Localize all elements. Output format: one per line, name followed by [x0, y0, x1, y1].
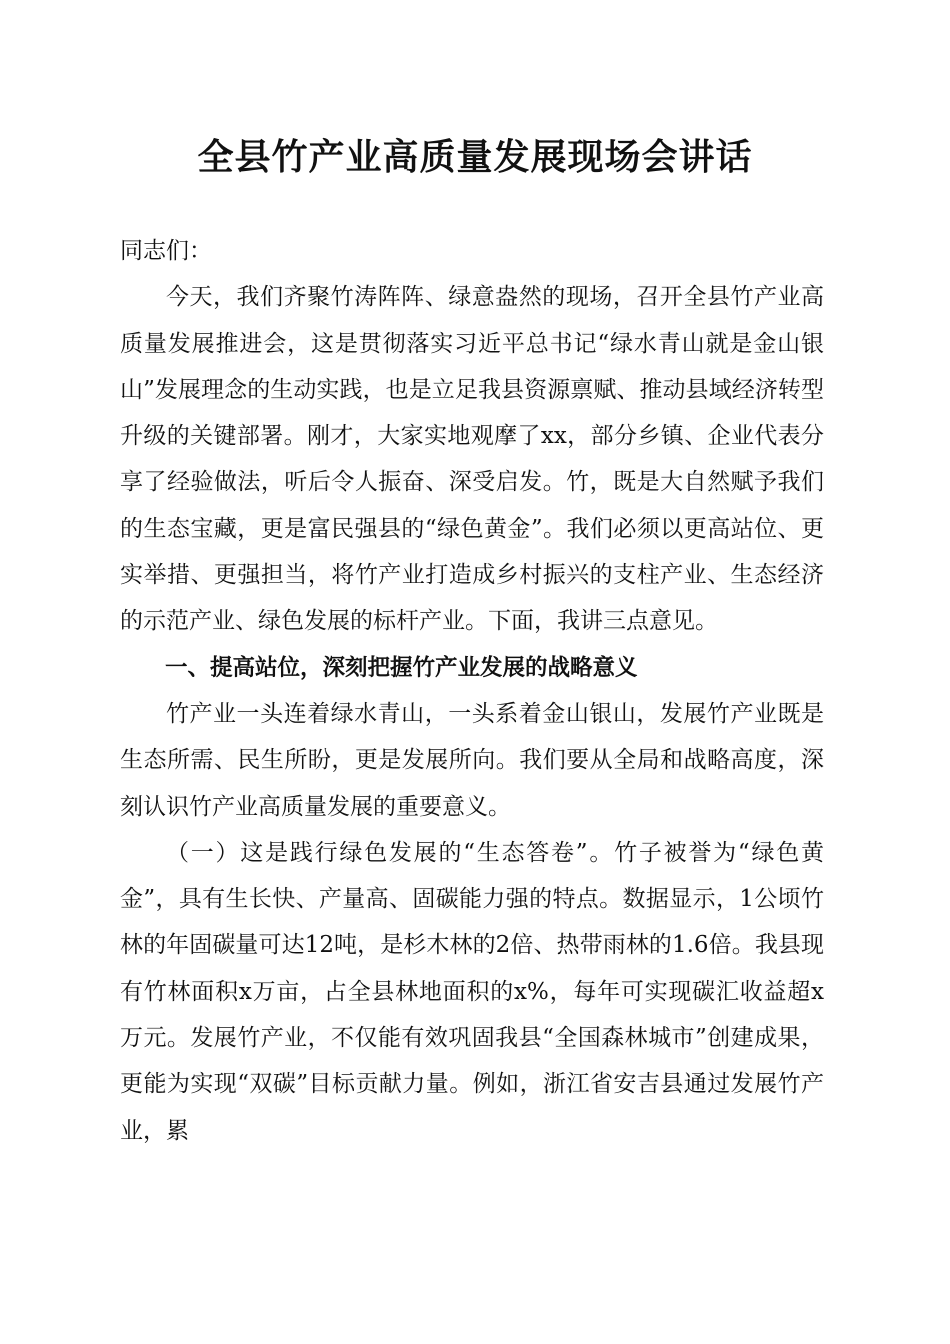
opening-paragraph: 今天，我们齐聚竹涛阵阵、绿意盎然的现场，召开全县竹产业高质量发展推进会，这是贯彻落实习近平总书记“绿水青山就是金山银山”发展理念的生动实践，也是立足我县资源禀赋、推动县域经济转型升级的关键部署。刚才，大家实地观摩了xx，部分乡镇、企业代表分享了经验做法，听后令人振奋、深受启发。竹，既是大自然赋予我们的生态宝藏，更是富民强县的“绿色黄金”。我们必须以更高站位、更实举措、更强担当，将竹产业打造成乡村振兴的支柱产业、生态经济的示范产业、绿色发展的标杆产业。下面，我讲三点意见。	[120, 284, 824, 635]
point-paragraph: （一）这是践行绿色发展的“生态答卷”。竹子被誉为“绿色黄金”，具有生长快、产量高、固碳能力强的特点。数据显示，1公顷竹林的年固碳量可达12吨，是杉木林的2倍、热带雨林的1.6倍。我县现有竹林面积x万亩，占全县林地面积的x%，每年可实现碳汇收益超x万元。发展竹产业，不仅能有效巩固我县“全国森林城市”创建成果，更能为实现“双碳”目标贡献力量。例如，浙江省安吉县通过发展竹产业，累	[120, 839, 824, 1144]
section-heading: 一、提高站位，深刻把握竹产业发展的战略意义	[165, 654, 638, 681]
document-title: 全县竹产业高质量发展现场会讲话	[197, 136, 753, 178]
section-intro-paragraph: 竹产业一头连着绿水青山，一头系着金山银山，发展竹产业既是生态所需、民生所盼，更是发展所向。我们要从全局和战略高度，深刻认识竹产业高质量发展的重要意义。	[120, 700, 824, 820]
salutation: 同志们：	[120, 238, 212, 264]
document-body	[120, 228, 824, 1154]
